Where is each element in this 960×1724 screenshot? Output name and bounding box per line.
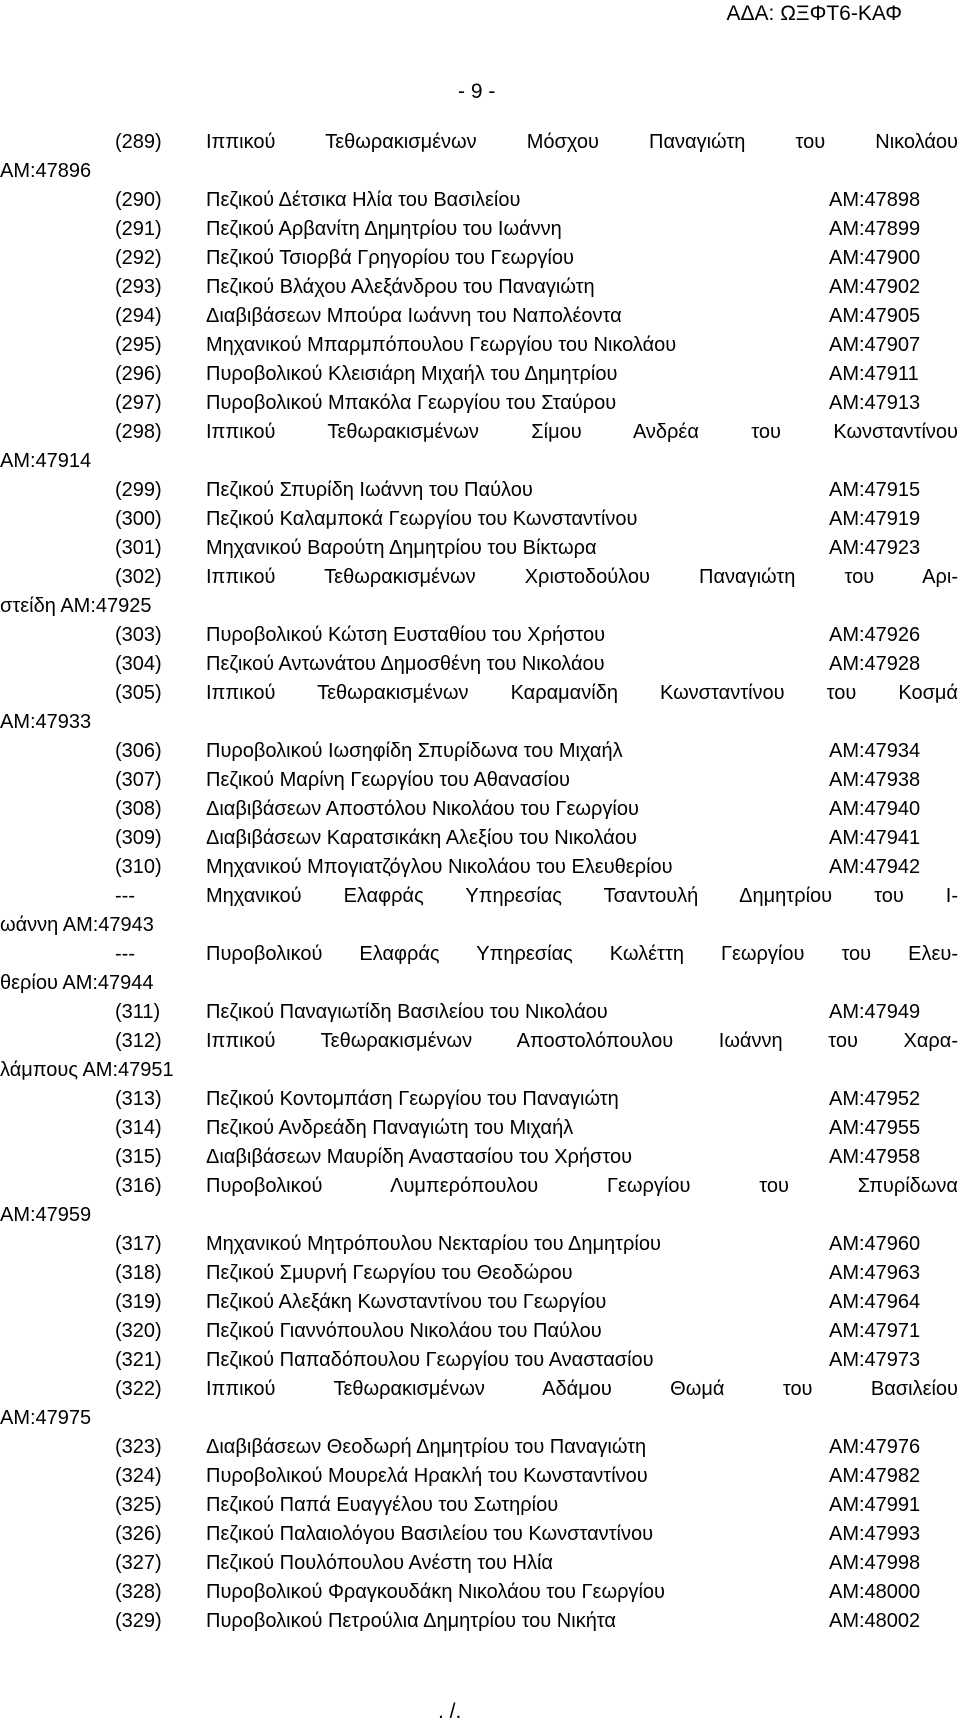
entry-continuation: ΑΜ:47959: [0, 1204, 92, 1226]
entry-line: [0, 1491, 960, 1520]
entry-continuation-line: [0, 1056, 960, 1085]
list-item: [0, 1085, 960, 1114]
entry-am-number: ΑΜ:47934: [829, 740, 921, 762]
entry-line: [0, 389, 960, 418]
entry-continuation-line: [0, 911, 960, 940]
entry-am-number: ΑΜ:47905: [829, 305, 921, 327]
entry-am-number: ΑΜ:47915: [829, 479, 921, 501]
entry-number: (290): [115, 189, 162, 211]
entry-text: Πεζικού Παναγιωτίδη Βασιλείου του Νικολάου: [206, 1001, 608, 1023]
entry-number: (324): [115, 1465, 162, 1487]
entry-number: ---: [115, 885, 135, 907]
entry-number: (326): [115, 1523, 162, 1545]
entry-am-number: ΑΜ:47913: [829, 392, 921, 414]
entry-text: Πεζικού Δέτσικα Ηλία του Βασιλείου: [206, 189, 521, 211]
entry-line: [0, 1317, 960, 1346]
entry-line: [0, 824, 960, 853]
entry-text: Πεζικού Αντωνάτου Δημοσθένη του Νικολάου: [206, 653, 605, 675]
list-item: [0, 1230, 960, 1259]
entry-text: Πεζικού Ανδρεάδη Παναγιώτη του Μιχαήλ: [206, 1117, 574, 1139]
entry-text: Μηχανικού Μπογιατζόγλου Νικολάου του Ελευθερίου: [206, 856, 673, 878]
entry-line: [0, 1027, 960, 1056]
list-item: [0, 505, 960, 534]
entry-text: Πεζικού Τσιορβά Γρηγορίου του Γεωργίου: [206, 247, 574, 269]
entry-text: Πεζικού Γιαννόπουλου Νικολάου του Παύλου: [206, 1320, 602, 1342]
list-item: [0, 1172, 960, 1230]
list-item: [0, 1143, 960, 1172]
entry-text: Πυροβολικού Ιωσηφίδη Σπυρίδωνα του Μιχαήλ: [206, 740, 623, 762]
entry-line: [0, 621, 960, 650]
list-item: [0, 389, 960, 418]
list-item: [0, 1027, 960, 1085]
entry-text: Ιππικού Τεθωρακισμένων Χριστοδούλου Παναγιώτη του Αρι-: [206, 566, 958, 588]
entry-line: [0, 940, 960, 969]
list-item: [0, 1578, 960, 1607]
entry-line: [0, 186, 960, 215]
entry-text: Πεζικού Μαρίνη Γεωργίου του Αθανασίου: [206, 769, 570, 791]
entry-am-number: ΑΜ:47971: [829, 1320, 921, 1342]
entry-am-number: ΑΜ:47900: [829, 247, 921, 269]
page-number: - 9 -: [458, 80, 496, 103]
entry-continuation-line: [0, 157, 960, 186]
entry-text: Διαβιβάσεων Καρατσικάκη Αλεξίου του Νικολάου: [206, 827, 637, 849]
list-item: [0, 186, 960, 215]
list-item: [0, 824, 960, 853]
list-item: [0, 650, 960, 679]
entry-number: (303): [115, 624, 162, 646]
entry-line: [0, 1143, 960, 1172]
entry-continuation: ΑΜ:47896: [0, 160, 92, 182]
entry-line: [0, 1114, 960, 1143]
entry-line: [0, 302, 960, 331]
entry-number: (296): [115, 363, 162, 385]
entry-line: [0, 273, 960, 302]
entry-text: Μηχανικού Βαρούτη Δημητρίου του Βίκτωρα: [206, 537, 597, 559]
ada-document-id: ΑΔΑ: ΩΞΦΤ6-ΚΑΦ: [726, 2, 902, 25]
entry-am-number: ΑΜ:47952: [829, 1088, 921, 1110]
entry-number: (323): [115, 1436, 162, 1458]
entry-number: (292): [115, 247, 162, 269]
entry-number: (299): [115, 479, 162, 501]
list-item: [0, 853, 960, 882]
entry-number: (293): [115, 276, 162, 298]
entry-number: (297): [115, 392, 162, 414]
list-item: [0, 737, 960, 766]
entry-line: [0, 737, 960, 766]
entry-line: [0, 1288, 960, 1317]
entry-number: (307): [115, 769, 162, 791]
list-item: [0, 679, 960, 737]
entry-am-number: ΑΜ:47919: [829, 508, 921, 530]
entry-line: [0, 128, 960, 157]
entry-am-number: ΑΜ:47928: [829, 653, 921, 675]
entry-text: Πυροβολικού Μπακόλα Γεωργίου του Σταύρου: [206, 392, 617, 414]
entry-continuation-line: [0, 1404, 960, 1433]
entry-line: [0, 998, 960, 1027]
entry-text: Πυροβολικού Πετρούλια Δημητρίου του Νικήτα: [206, 1610, 616, 1632]
entry-number: ---: [115, 943, 135, 965]
list-item: [0, 331, 960, 360]
list-item: [0, 621, 960, 650]
entry-number: (313): [115, 1088, 162, 1110]
entry-am-number: ΑΜ:47942: [829, 856, 921, 878]
entry-am-number: ΑΜ:47949: [829, 1001, 921, 1023]
entry-text: Πεζικού Παπαδόπουλου Γεωργίου του Αναστασίου: [206, 1349, 654, 1371]
list-item: [0, 1462, 960, 1491]
entry-line: [0, 679, 960, 708]
entry-am-number: ΑΜ:47991: [829, 1494, 921, 1516]
entry-number: (291): [115, 218, 162, 240]
entry-number: (325): [115, 1494, 162, 1516]
entry-number: (308): [115, 798, 162, 820]
entry-continuation-line: [0, 969, 960, 998]
entry-number: (298): [115, 421, 162, 443]
list-item: [0, 215, 960, 244]
entry-continuation: ΑΜ:47914: [0, 450, 92, 472]
entry-text: Ιππικού Τεθωρακισμένων Καραμανίδη Κωνσταντίνου του Κοσμά: [206, 682, 958, 704]
entry-number: (310): [115, 856, 162, 878]
entry-line: [0, 331, 960, 360]
entry-text: Μηχανικού Μπαρμπόπουλου Γεωργίου του Νικολάου: [206, 334, 677, 356]
entry-line: [0, 1433, 960, 1462]
entry-number: (327): [115, 1552, 162, 1574]
entry-text: Πεζικού Παπά Ευαγγέλου του Σωτηρίου: [206, 1494, 559, 1516]
entry-am-number: ΑΜ:47923: [829, 537, 921, 559]
list-item: [0, 244, 960, 273]
entry-line: [0, 1520, 960, 1549]
entry-line: [0, 505, 960, 534]
entry-am-number: ΑΜ:47963: [829, 1262, 921, 1284]
list-item: [0, 795, 960, 824]
entry-line: [0, 215, 960, 244]
entry-am-number: ΑΜ:48002: [829, 1610, 921, 1632]
entry-text: Διαβιβάσεων Θεοδωρή Δημητρίου του Παναγιώτη: [206, 1436, 647, 1458]
entry-continuation: στείδη ΑΜ:47925: [0, 595, 152, 617]
list-item: [0, 766, 960, 795]
entry-number: (315): [115, 1146, 162, 1168]
list-item: [0, 128, 960, 186]
entry-line: [0, 795, 960, 824]
entry-continuation: ωάννη ΑΜ:47943: [0, 914, 154, 936]
entry-number: (316): [115, 1175, 162, 1197]
entry-am-number: ΑΜ:47899: [829, 218, 921, 240]
entry-number: (309): [115, 827, 162, 849]
entry-line: [0, 1549, 960, 1578]
entry-text: Πυροβολικού Κώτση Ευσταθίου του Χρήστου: [206, 624, 606, 646]
entry-line: [0, 1375, 960, 1404]
list-item: [0, 1549, 960, 1578]
entry-line: [0, 766, 960, 795]
list-item: [0, 882, 960, 940]
list-item: [0, 273, 960, 302]
entry-number: (317): [115, 1233, 162, 1255]
list-item: [0, 302, 960, 331]
list-item: [0, 1520, 960, 1549]
list-item: [0, 1607, 960, 1636]
entry-am-number: ΑΜ:47973: [829, 1349, 921, 1371]
entry-line: [0, 1346, 960, 1375]
entry-text: Πυροβολικού Φραγκουδάκη Νικολάου του Γεωργίου: [206, 1581, 665, 1603]
entry-line: [0, 650, 960, 679]
entry-am-number: ΑΜ:47960: [829, 1233, 921, 1255]
entry-text: Πεζικού Σμυρνή Γεωργίου του Θεοδώρου: [206, 1262, 573, 1284]
entry-number: (329): [115, 1610, 162, 1632]
entry-number: (311): [115, 1001, 161, 1023]
entry-number: (322): [115, 1378, 162, 1400]
entry-line: [0, 1085, 960, 1114]
list-item: [0, 360, 960, 389]
list-item: [0, 940, 960, 998]
entry-line: [0, 360, 960, 389]
entry-am-number: ΑΜ:48000: [829, 1581, 921, 1603]
entry-text: Πεζικού Πουλόπουλου Ανέστη του Ηλία: [206, 1552, 553, 1574]
entry-text: Διαβιβάσεων Μαυρίδη Αναστασίου του Χρήστου: [206, 1146, 633, 1168]
entry-text: Ιππικού Τεθωρακισμένων Σίμου Ανδρέα του Κωνσταντίνου: [206, 421, 958, 443]
entry-am-number: ΑΜ:47998: [829, 1552, 921, 1574]
entry-line: [0, 476, 960, 505]
list-item: [0, 1259, 960, 1288]
list-item: [0, 1346, 960, 1375]
list-item: [0, 476, 960, 505]
entry-text: Ιππικού Τεθωρακισμένων Μόσχου Παναγιώτη του Νικολάου: [206, 131, 958, 153]
entry-number: (314): [115, 1117, 162, 1139]
entry-text: Μηχανικού Ελαφράς Υπηρεσίας Τσαντουλή Δημητρίου του Ι-: [206, 885, 958, 907]
entry-number: (318): [115, 1262, 162, 1284]
entry-am-number: ΑΜ:47898: [829, 189, 921, 211]
entry-continuation-line: [0, 447, 960, 476]
entry-continuation: ΑΜ:47975: [0, 1407, 92, 1429]
entry-text: Ιππικού Τεθωρακισμένων Αδάμου Θωμά του Βασιλείου: [206, 1378, 958, 1400]
entry-text: Πεζικού Σπυρίδη Ιωάννη του Παύλου: [206, 479, 533, 501]
entry-line: [0, 244, 960, 273]
entry-line: [0, 1259, 960, 1288]
entry-line: [0, 418, 960, 447]
entry-am-number: ΑΜ:47964: [829, 1291, 921, 1313]
entry-am-number: ΑΜ:47907: [829, 334, 921, 356]
entry-continuation: λάμπους ΑΜ:47951: [0, 1059, 174, 1081]
entry-line: [0, 882, 960, 911]
entry-am-number: ΑΜ:47938: [829, 769, 921, 791]
entry-continuation-line: [0, 708, 960, 737]
list-item: [0, 1491, 960, 1520]
entry-am-number: ΑΜ:47958: [829, 1146, 921, 1168]
entry-text: Ιππικού Τεθωρακισμένων Αποστολόπουλου Ιωάννη του Χαρα-: [206, 1030, 958, 1052]
entry-continuation-line: [0, 592, 960, 621]
entry-am-number: ΑΜ:47993: [829, 1523, 921, 1545]
entry-text: Πεζικού Παλαιολόγου Βασιλείου του Κωνσταντίνου: [206, 1523, 654, 1545]
list-item: [0, 563, 960, 621]
entry-number: (306): [115, 740, 162, 762]
entry-text: Πυροβολικού Μουρελά Ηρακλή του Κωνσταντίνου: [206, 1465, 648, 1487]
entry-number: (300): [115, 508, 162, 530]
list-item: [0, 1114, 960, 1143]
entry-list: [0, 128, 960, 1636]
entry-number: (301): [115, 537, 162, 559]
list-item: [0, 1433, 960, 1462]
entry-number: (328): [115, 1581, 162, 1603]
entry-text: Πεζικού Αλεξάκη Κωνσταντίνου του Γεωργίου: [206, 1291, 607, 1313]
entry-line: [0, 1230, 960, 1259]
entry-am-number: ΑΜ:47911: [829, 363, 919, 385]
entry-text: Πεζικού Βλάχου Αλεξάνδρου του Παναγιώτη: [206, 276, 595, 298]
entry-number: (295): [115, 334, 162, 356]
entry-number: (321): [115, 1349, 162, 1371]
entry-line: [0, 853, 960, 882]
entry-text: Πεζικού Κοντομπάση Γεωργίου του Παναγιώτη: [206, 1088, 619, 1110]
entry-number: (304): [115, 653, 162, 675]
entry-number: (289): [115, 131, 162, 153]
entry-text: Διαβιβάσεων Αποστόλου Νικολάου του Γεωργίου: [206, 798, 639, 820]
entry-text: Πυροβολικού Λυμπερόπουλου Γεωργίου του Σπυρίδωνα: [206, 1175, 958, 1197]
entry-number: (302): [115, 566, 162, 588]
entry-continuation: ΑΜ:47933: [0, 711, 92, 733]
list-item: [0, 998, 960, 1027]
entry-line: [0, 1607, 960, 1636]
entry-am-number: ΑΜ:47926: [829, 624, 921, 646]
entry-am-number: ΑΜ:47941: [829, 827, 921, 849]
entry-line: [0, 1578, 960, 1607]
list-item: [0, 1317, 960, 1346]
list-item: [0, 1288, 960, 1317]
entry-number: (319): [115, 1291, 162, 1313]
entry-line: [0, 563, 960, 592]
entry-text: Διαβιβάσεων Μπούρα Ιωάννη του Ναπολέοντα: [206, 305, 622, 327]
entry-am-number: ΑΜ:47940: [829, 798, 921, 820]
entry-continuation: θερίου ΑΜ:47944: [0, 972, 154, 994]
entry-text: Μηχανικού Μητρόπουλου Νεκταρίου του Δημητρίου: [206, 1233, 661, 1255]
entry-am-number: ΑΜ:47955: [829, 1117, 921, 1139]
entry-number: (312): [115, 1030, 162, 1052]
entry-text: Πυροβολικού Ελαφράς Υπηρεσίας Κωλέττη Γεωργίου του Ελευ-: [206, 943, 958, 965]
entry-text: Πεζικού Καλαμποκά Γεωργίου του Κωνσταντίνου: [206, 508, 638, 530]
entry-number: (294): [115, 305, 162, 327]
list-item: [0, 1375, 960, 1433]
entry-line: [0, 1462, 960, 1491]
entry-continuation-line: [0, 1201, 960, 1230]
entry-number: (305): [115, 682, 162, 704]
entry-line: [0, 534, 960, 563]
list-item: [0, 534, 960, 563]
entry-line: [0, 1172, 960, 1201]
entry-number: (320): [115, 1320, 162, 1342]
entry-text: Πεζικού Αρβανίτη Δημητρίου του Ιωάννη: [206, 218, 562, 240]
continuation-mark: . /.: [438, 1700, 462, 1723]
list-item: [0, 418, 960, 476]
entry-text: Πυροβολικού Κλεισιάρη Μιχαήλ του Δημητρίου: [206, 363, 618, 385]
entry-am-number: ΑΜ:47902: [829, 276, 921, 298]
entry-am-number: ΑΜ:47976: [829, 1436, 921, 1458]
entry-am-number: ΑΜ:47982: [829, 1465, 921, 1487]
